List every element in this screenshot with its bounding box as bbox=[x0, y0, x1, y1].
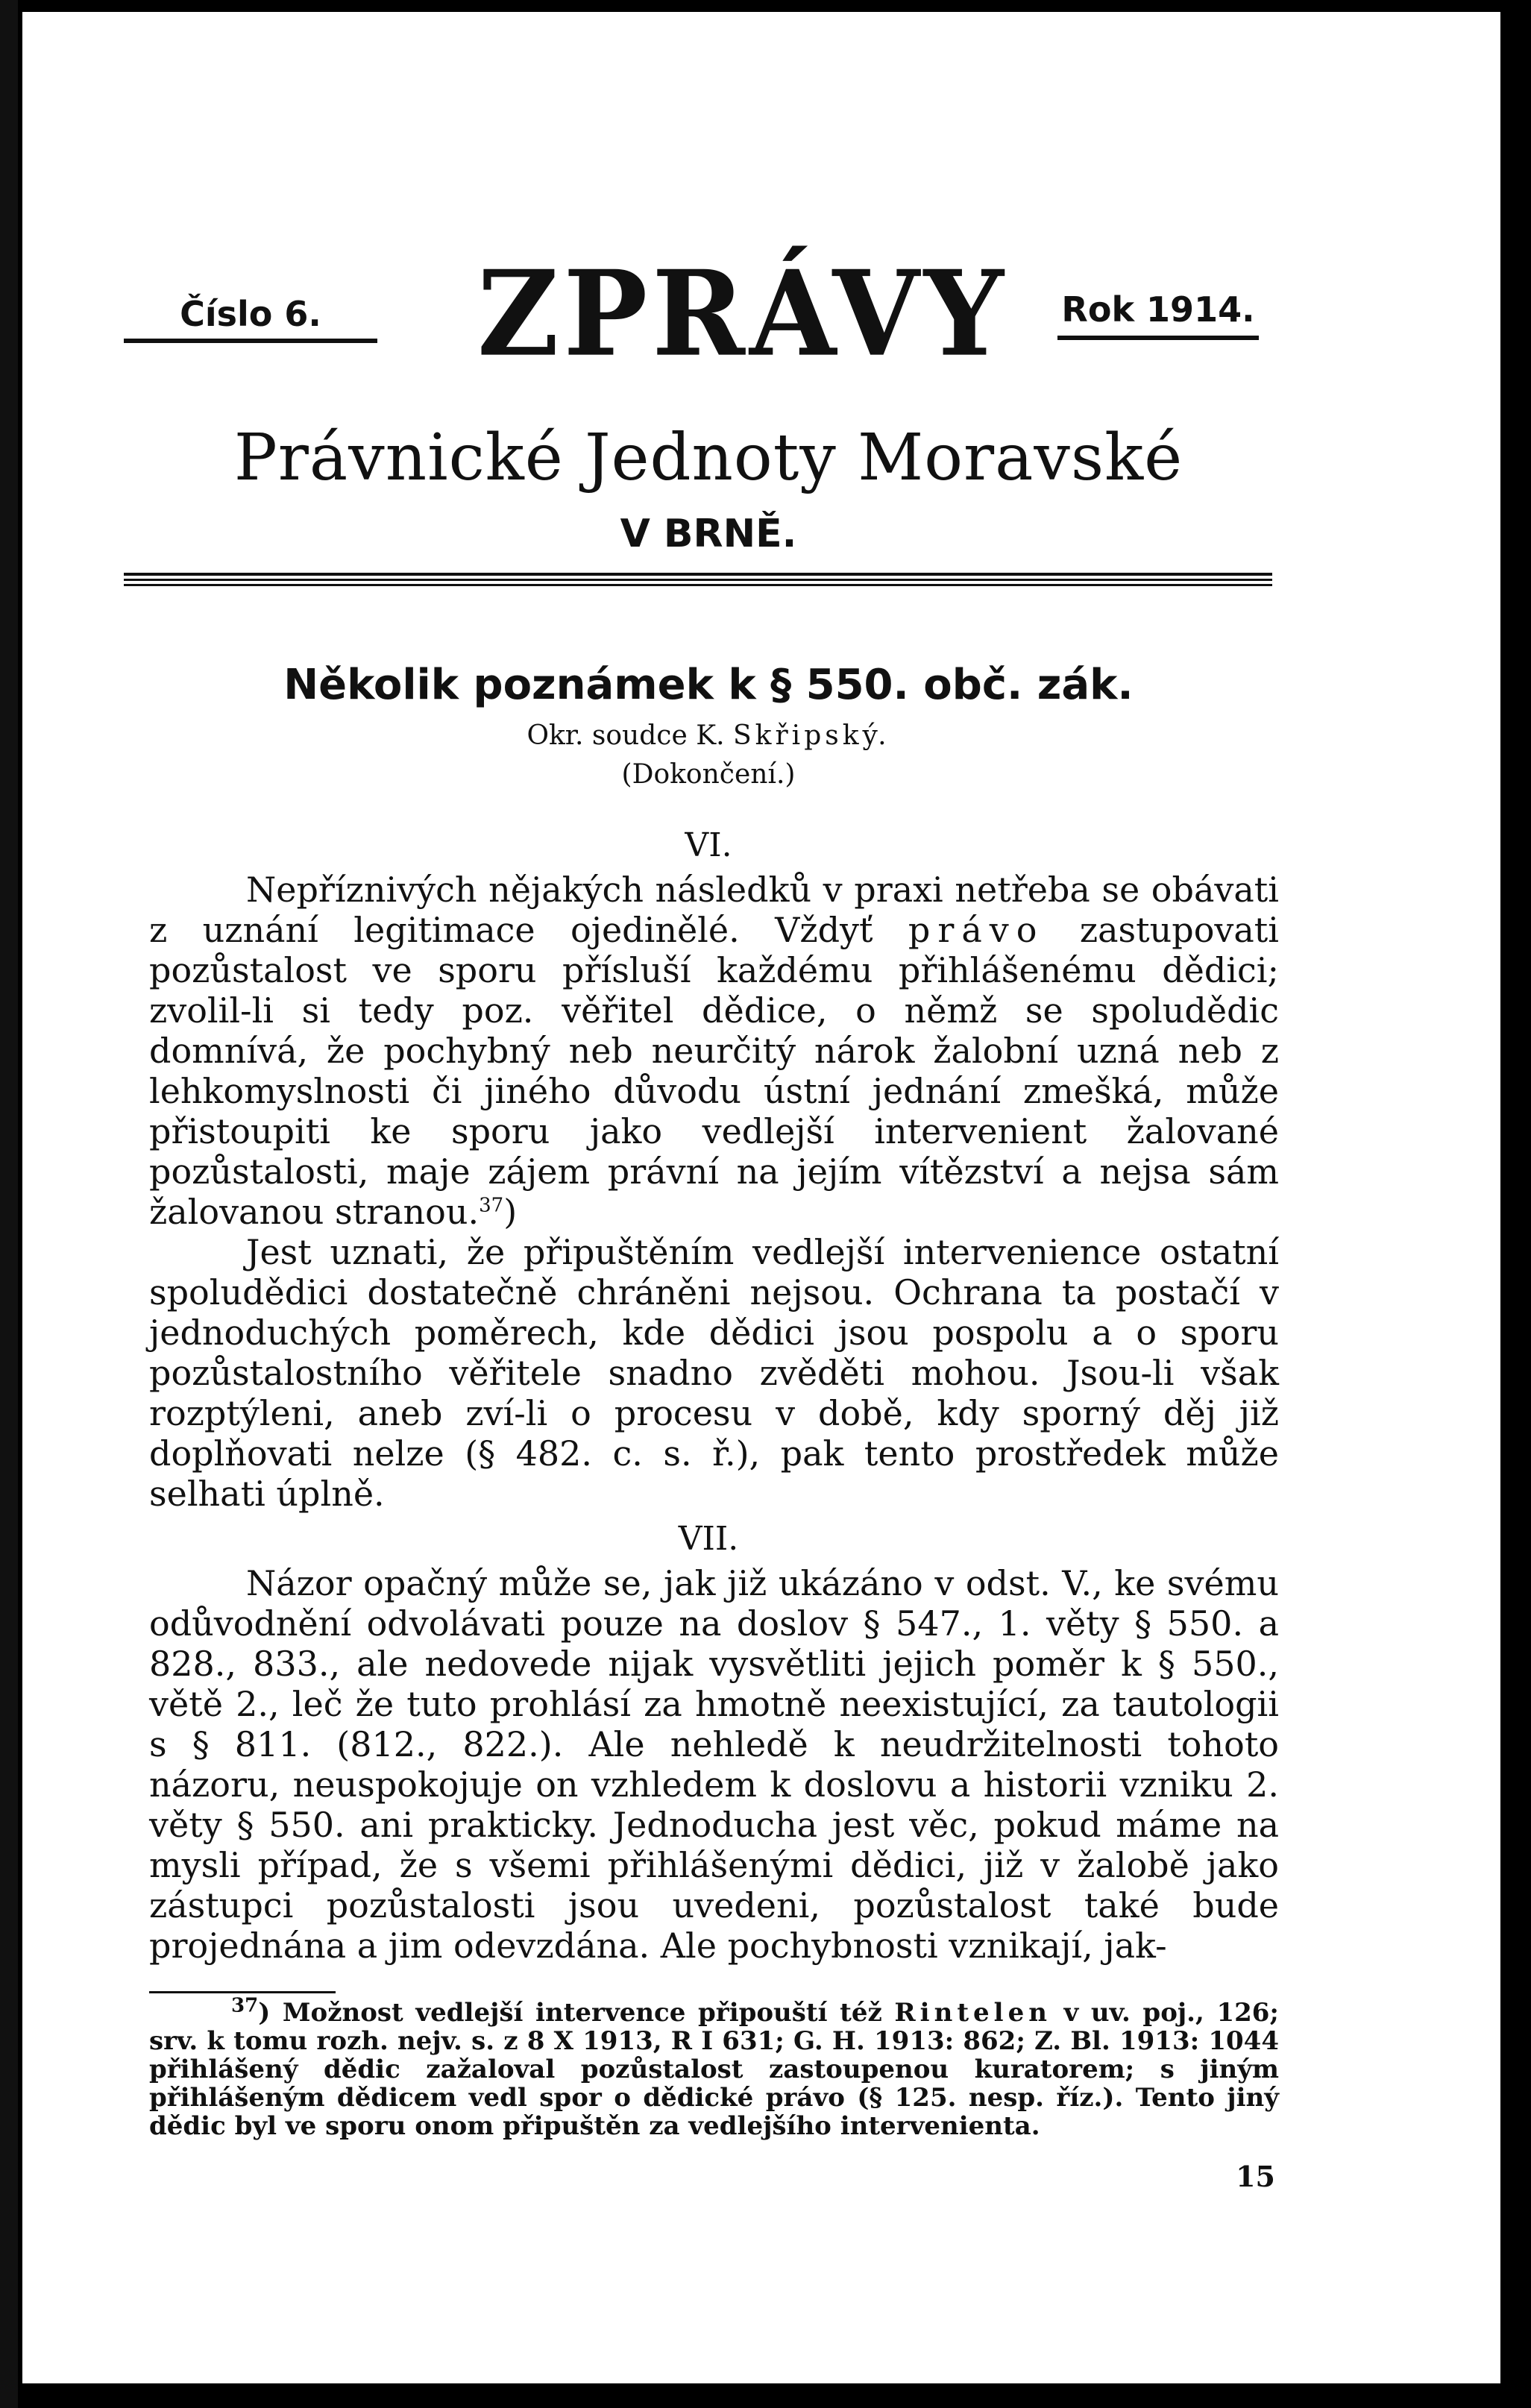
paragraph bbox=[149, 1232, 1279, 1514]
footnote-cited-author: Rintelen bbox=[894, 1998, 1051, 2028]
paragraph-text: Názor opačný může se, jak již ukázáno v odst. V., ke svému odůvodnění odvolávati pouze na doslov § 547., 1. věty § 550. a 828., 833., ale nedovede nijak vysvětliti jejich poměr k § 550., větě 2., leč že tuto prohlásí za hmotně neexistující, za tautologii s § 811. (812., 822.). Ale nehledě k neudržitelnosti tohoto názoru, neuspokojuje on vzhledem k doslovu a historii vzniku 2. věty § 550. ani prakticky. Jednoducha jest věc, pokud máme na mysli případ, že s všemi přihlášenými dědici, již v žalobě jako zástupci pozůstalosti jsou uvedeni, pozůstalost také bude projednána a jim odevzdána. Ale pochybnosti vznikají, jak- bbox=[149, 1563, 1279, 1966]
paragraph-text: ) bbox=[503, 1192, 518, 1232]
section-numeral: VII. bbox=[678, 1520, 739, 1558]
footnote-marker: 37 bbox=[231, 1994, 259, 2017]
binding-edge bbox=[0, 0, 18, 2408]
document-page bbox=[22, 12, 1500, 2383]
journal-city: V BRNĚ. bbox=[620, 512, 797, 556]
paragraph-text: Nepříznivých nějakých následků v praxi netřeba se obávati z uznání legitimace ojedinělé. Vždyť bbox=[149, 870, 1279, 950]
footnote-reference: 37 bbox=[479, 1194, 504, 1217]
page-number: 15 bbox=[1236, 2160, 1275, 2193]
article-continuation: (Dokončení.) bbox=[621, 759, 796, 790]
journal-subtitle: Právnické Jednoty Moravské bbox=[233, 421, 1183, 495]
author-name: Skřipský. bbox=[733, 720, 890, 751]
footnote bbox=[149, 1994, 1279, 2141]
journal-title: ZPRÁVY bbox=[477, 245, 1008, 383]
paragraph-text: Jest uznati, že připuštěním vedlejší intervenience ostatní spoludědici dostatečně chráněni nejsou. Ochrana ta postačí v jednoduchých poměrech, kde dědici jsou pospolu a o sporu pozůstalostního věřitele snadno zvěděti mohou. Jsou-li však rozptýleni, aneb zví-li o procesu v době, kdy sporný děj již doplňovati nelze (§ 482. c. s. ř.), pak tento prostředek může selhati úplně. bbox=[149, 1232, 1279, 1514]
header-rule-top bbox=[124, 573, 1272, 576]
paragraph bbox=[149, 870, 1279, 1232]
paragraph bbox=[149, 1563, 1279, 1966]
section-numeral: VI. bbox=[685, 826, 732, 864]
issue-number: Číslo 6. bbox=[124, 294, 377, 343]
footnote-separator bbox=[149, 1991, 336, 1993]
author-prefix: Okr. soudce K. bbox=[526, 720, 725, 751]
header-rule-middle bbox=[124, 579, 1272, 581]
paragraph-text: zastupovati pozůstalost ve sporu přísluší každému přihlášenému dědici; zvolil-li si tedy poz. věřitel dědice, o němž se spoludědic domnívá, že pochybný neb neurčitý nárok žalobní uzná neb z lehkomyslnosti či jiného důvodu ústní jednání zmešká, může přistoupiti ke sporu jako vedlejší intervenient žalované pozůstalosti, maje zájem právní na jejím vítězství a nejsa sám žalovanou stranou. bbox=[149, 910, 1279, 1232]
footnote-text: ) Možnost vedlejší intervence připouští též bbox=[258, 1998, 895, 2028]
article-author bbox=[112, 720, 1305, 751]
emphasis-text: právo bbox=[908, 910, 1045, 950]
footnote-text: v uv. poj., 126; srv. k tomu rozh. nejv. s. z 8 X 1913, R I 631; G. H. 1913: 862; Z. Bl. 1913: 1044 přihlášený dědic zažaloval pozůstalost zastoupenou kuratorem; s jiným přihlášeným dědicem vedl spor o dědické právo (§ 125. nesp. říz.). Tento jiný dědic byl ve sporu onom připuštěn za vedlejšího intervenienta. bbox=[149, 1998, 1279, 2141]
article-title: Několik poznámek k § 550. obč. zák. bbox=[283, 661, 1134, 709]
year-label: Rok 1914. bbox=[1057, 289, 1259, 340]
header-rule-bottom bbox=[124, 584, 1272, 586]
